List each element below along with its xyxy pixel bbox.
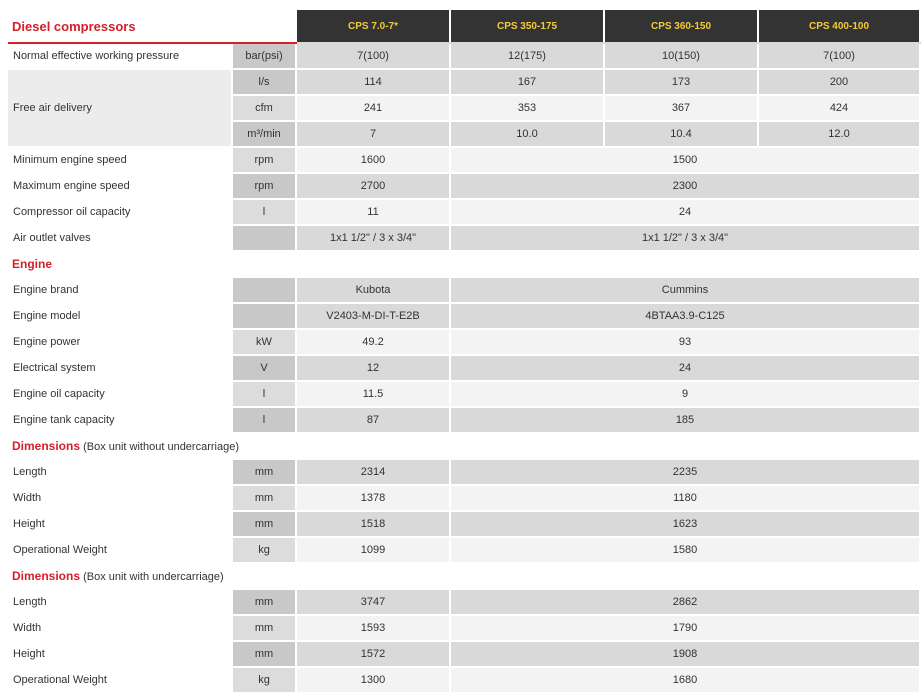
table-row	[8, 173, 920, 199]
section-header-dimensions	[8, 433, 920, 459]
cell-value: 4BTAA3.9-C125	[450, 303, 920, 329]
cell-value: 9	[450, 381, 920, 407]
table-row	[8, 277, 920, 303]
table-row	[8, 641, 920, 667]
cell-value: 12	[296, 355, 450, 381]
table-row	[8, 459, 920, 485]
cell-value: 1623	[450, 511, 920, 537]
row-unit: rpm	[232, 147, 296, 173]
row-label: Engine brand	[8, 277, 232, 303]
cell-value: 12.0	[758, 121, 920, 147]
cell-value: 241	[296, 95, 450, 121]
cell-value: 1572	[296, 641, 450, 667]
model-header: CPS 7.0-7*	[296, 10, 450, 43]
cell-value: 424	[758, 95, 920, 121]
spec-table	[8, 10, 921, 694]
section-header-dimensions	[8, 563, 920, 589]
table-row	[8, 329, 920, 355]
cell-value: 11.5	[296, 381, 450, 407]
row-label: Maximum engine speed	[8, 173, 232, 199]
cell-value: 1x1 1/2" / 3 x 3/4"	[450, 225, 920, 251]
row-unit: kW	[232, 329, 296, 355]
cell-value: 1x1 1/2" / 3 x 3/4"	[296, 225, 450, 251]
cell-value: 2300	[450, 173, 920, 199]
row-label: Engine model	[8, 303, 232, 329]
row-label: Operational Weight	[8, 667, 232, 693]
cell-value: 7(100)	[758, 43, 920, 69]
table-row	[8, 511, 920, 537]
cell-value: 24	[450, 199, 920, 225]
cell-value: 1908	[450, 641, 920, 667]
cell-value: 7	[296, 121, 450, 147]
section-header-engine	[8, 251, 920, 277]
row-label: Engine tank capacity	[8, 407, 232, 433]
row-label: Electrical system	[8, 355, 232, 381]
cell-value: 185	[450, 407, 920, 433]
header-row	[8, 10, 920, 43]
cell-value: 1790	[450, 615, 920, 641]
cell-value: 2235	[450, 459, 920, 485]
table-row	[8, 355, 920, 381]
cell-value: 1300	[296, 667, 450, 693]
section-note: (Box unit with undercarriage)	[83, 571, 224, 583]
cell-value: 1680	[450, 667, 920, 693]
cell-value: 1600	[296, 147, 450, 173]
cell-value: 353	[450, 95, 604, 121]
cell-value: 1580	[450, 537, 920, 563]
cell-value: 1593	[296, 615, 450, 641]
row-unit: mm	[232, 511, 296, 537]
cell-value: 1500	[450, 147, 920, 173]
row-label: Height	[8, 511, 232, 537]
row-unit: l	[232, 407, 296, 433]
table-row	[8, 147, 920, 173]
table-row	[8, 199, 920, 225]
page-title: Diesel compressors	[8, 10, 232, 43]
cell-value: 200	[758, 69, 920, 95]
cell-value: 367	[604, 95, 758, 121]
table-row	[8, 225, 920, 251]
header-spacer	[232, 10, 296, 43]
cell-value: 1099	[296, 537, 450, 563]
row-label: Minimum engine speed	[8, 147, 232, 173]
row-unit: mm	[232, 485, 296, 511]
row-label: Width	[8, 615, 232, 641]
row-unit: l	[232, 381, 296, 407]
row-label: Free air delivery	[8, 69, 232, 147]
row-unit: mm	[232, 459, 296, 485]
table-row	[8, 303, 920, 329]
row-unit: kg	[232, 537, 296, 563]
table-row	[8, 537, 920, 563]
cell-value: V2403-M-DI-T-E2B	[296, 303, 450, 329]
cell-value: 7(100)	[296, 43, 450, 69]
cell-value: 24	[450, 355, 920, 381]
row-unit: l	[232, 199, 296, 225]
cell-value: 1180	[450, 485, 920, 511]
cell-value: Kubota	[296, 277, 450, 303]
table-row	[8, 589, 920, 615]
row-unit	[232, 225, 296, 251]
row-unit: m³/min	[232, 121, 296, 147]
table-row	[8, 667, 920, 693]
row-label: Engine power	[8, 329, 232, 355]
row-unit: mm	[232, 589, 296, 615]
cell-value: 49.2	[296, 329, 450, 355]
cell-value: 2700	[296, 173, 450, 199]
cell-value: 87	[296, 407, 450, 433]
cell-value: 1378	[296, 485, 450, 511]
cell-value: 2314	[296, 459, 450, 485]
cell-value: Cummins	[450, 277, 920, 303]
model-header: CPS 350-175	[450, 10, 604, 43]
row-label: Height	[8, 641, 232, 667]
row-unit: mm	[232, 641, 296, 667]
row-label: Compressor oil capacity	[8, 199, 232, 225]
row-label: Air outlet valves	[8, 225, 232, 251]
cell-value: 3747	[296, 589, 450, 615]
table-row	[8, 43, 920, 69]
cell-value: 11	[296, 199, 450, 225]
cell-value: 173	[604, 69, 758, 95]
table-row	[8, 407, 920, 433]
model-header: CPS 400-100	[758, 10, 920, 43]
cell-value: 10(150)	[604, 43, 758, 69]
table-row	[8, 485, 920, 511]
section-title: Dimensions	[12, 439, 81, 453]
cell-value: 12(175)	[450, 43, 604, 69]
row-label: Length	[8, 589, 232, 615]
cell-value: 114	[296, 69, 450, 95]
model-header: CPS 360-150	[604, 10, 758, 43]
row-unit: V	[232, 355, 296, 381]
row-unit	[232, 303, 296, 329]
row-unit: bar(psi)	[232, 43, 296, 69]
cell-value: 10.4	[604, 121, 758, 147]
table-row	[8, 381, 920, 407]
row-label: Width	[8, 485, 232, 511]
row-unit: rpm	[232, 173, 296, 199]
row-label: Normal effective working pressure	[8, 43, 232, 69]
row-unit	[232, 277, 296, 303]
row-label: Engine oil capacity	[8, 381, 232, 407]
cell-value: 1518	[296, 511, 450, 537]
row-unit: kg	[232, 667, 296, 693]
cell-value: 10.0	[450, 121, 604, 147]
row-label: Operational Weight	[8, 537, 232, 563]
row-unit: mm	[232, 615, 296, 641]
row-label: Length	[8, 459, 232, 485]
table-row	[8, 69, 920, 95]
table-row	[8, 615, 920, 641]
cell-value: 93	[450, 329, 920, 355]
cell-value: 167	[450, 69, 604, 95]
section-title: Engine	[12, 257, 53, 271]
cell-value: 2862	[450, 589, 920, 615]
section-title: Dimensions	[12, 569, 81, 583]
row-unit: l/s	[232, 69, 296, 95]
row-unit: cfm	[232, 95, 296, 121]
section-note: (Box unit without undercarriage)	[83, 441, 239, 453]
